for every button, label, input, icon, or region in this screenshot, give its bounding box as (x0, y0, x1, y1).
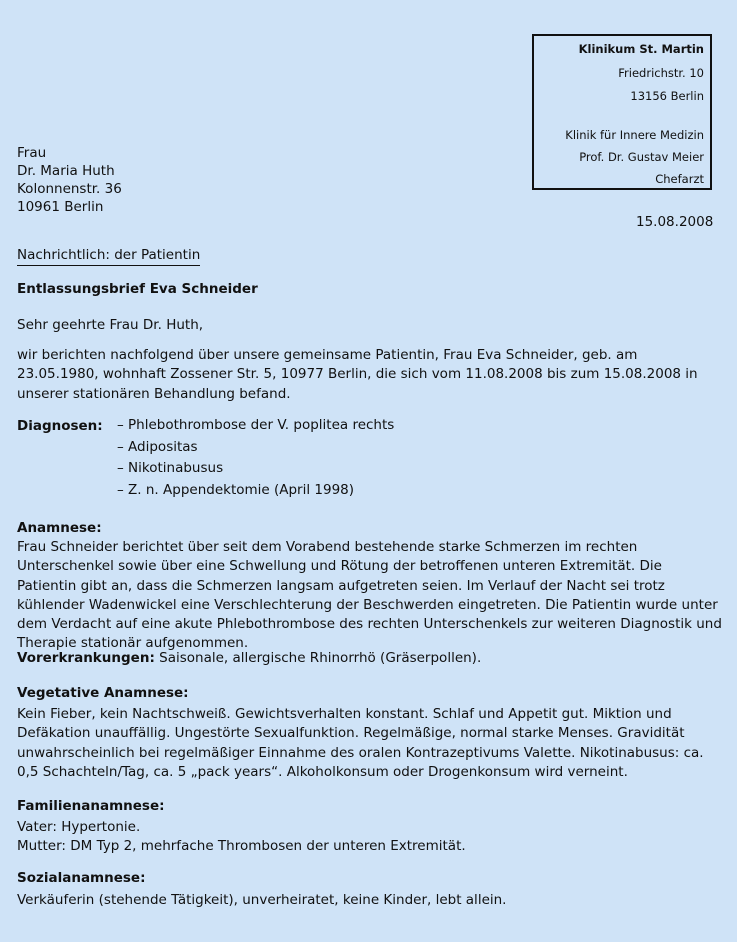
vorerkrankungen-heading: Vorerkrankungen: (17, 650, 155, 666)
sozial-text: Verkäuferin (stehende Tätigkeit), unverheiratet, keine Kinder, lebt allein. (17, 892, 507, 908)
clinic-address-box (532, 34, 712, 190)
clinic-department: Klinik für Innere Medizin (565, 128, 704, 142)
intro-paragraph: wir berichten nachfolgend über unsere gemeinsame Patientin, Frau Eva Schneider, geb. am 23.05.1980, wohnhaft Zossener Str. 5, 10977 Berlin, die sich vom 11.08.2008 bis zum 15.08.2008 in unserer stationären Behandlung befand. (17, 347, 698, 402)
familien-mother: Mutter: DM Typ 2, mehrfache Thrombosen der unteren Extremität. (17, 838, 466, 854)
recipient-salutation: Frau (17, 145, 47, 161)
recipient-name: Dr. Maria Huth (17, 163, 115, 179)
clinic-street: Friedrichstr. 10 (618, 66, 704, 80)
diagnoses-label: Diagnosen: (17, 418, 103, 434)
diagnosis-item: – Phlebothrombose der V. poplitea rechts (117, 417, 395, 433)
clinic-doctor: Prof. Dr. Gustav Meier (579, 150, 704, 164)
familien-heading: Familienanamnese: (17, 798, 165, 814)
diagnosis-item: – Nikotinabusus (117, 460, 224, 476)
subject-line: Entlassungsbrief Eva Schneider (17, 281, 258, 297)
vorerkrankungen-text: Saisonale, allergische Rhinorrhö (Gräserpollen). (154, 650, 482, 666)
anamnese-text: Frau Schneider berichtet über seit dem Vorabend bestehende starke Schmerzen im rechten Unterschenkel sowie über eine Schwellung und Rötung der betroffenen unteren Extremität. Die Patientin gibt an, dass die Schmerzen langsam aufgetreten seien. Im Verlauf der Nacht sei trotz kühlender Wadenwickel eine Verschlechterung der Beschwerden eingetreten. Die Patientin wurde unter dem Verdacht auf eine akute Phlebothrombose des rechten Unterschenkels zur weiteren Diagnostik und Therapie stationär aufgenommen. (17, 539, 722, 652)
vegetative-heading: Vegetative Anamnese: (17, 685, 189, 701)
cc-line-text: Nachrichtlich: der Patientin (17, 247, 200, 266)
diagnosis-item: – Adipositas (117, 439, 198, 455)
greeting: Sehr geehrte Frau Dr. Huth, (17, 317, 204, 333)
clinic-role: Chefarzt (655, 172, 704, 186)
vorerkrankungen-line (17, 649, 722, 668)
vegetative-text: Kein Fieber, kein Nachtschweiß. Gewichtsverhalten konstant. Schlaf und Appetit gut. Miktion und Defäkation unauffällig. Ungestörte Sexualfunktion. Regelmäßige, normal starke Menses. Gravidität unwahrscheinlich bei regelmäßiger Einnahme des oralen Kontrazeptivums Valette. Nikotinabusus: ca. 0,5 Schachteln/Tag, ca. 5 „pack years“. Alkoholkonsum oder Drogenkonsum wird verneint. (17, 706, 704, 780)
cc-line (17, 246, 200, 265)
diagnosis-item: – Z. n. Appendektomie (April 1998) (117, 482, 355, 498)
sozial-heading: Sozialanamnese: (17, 870, 146, 886)
familien-father: Vater: Hypertonie. (17, 819, 141, 835)
letter-date: 15.08.2008 (636, 214, 714, 230)
recipient-city: 10961 Berlin (17, 199, 104, 215)
anamnese-heading: Anamnese: (17, 520, 102, 536)
recipient-street: Kolonnenstr. 36 (17, 181, 122, 197)
clinic-name: Klinikum St. Martin (578, 42, 704, 56)
clinic-city: 13156 Berlin (630, 89, 704, 103)
